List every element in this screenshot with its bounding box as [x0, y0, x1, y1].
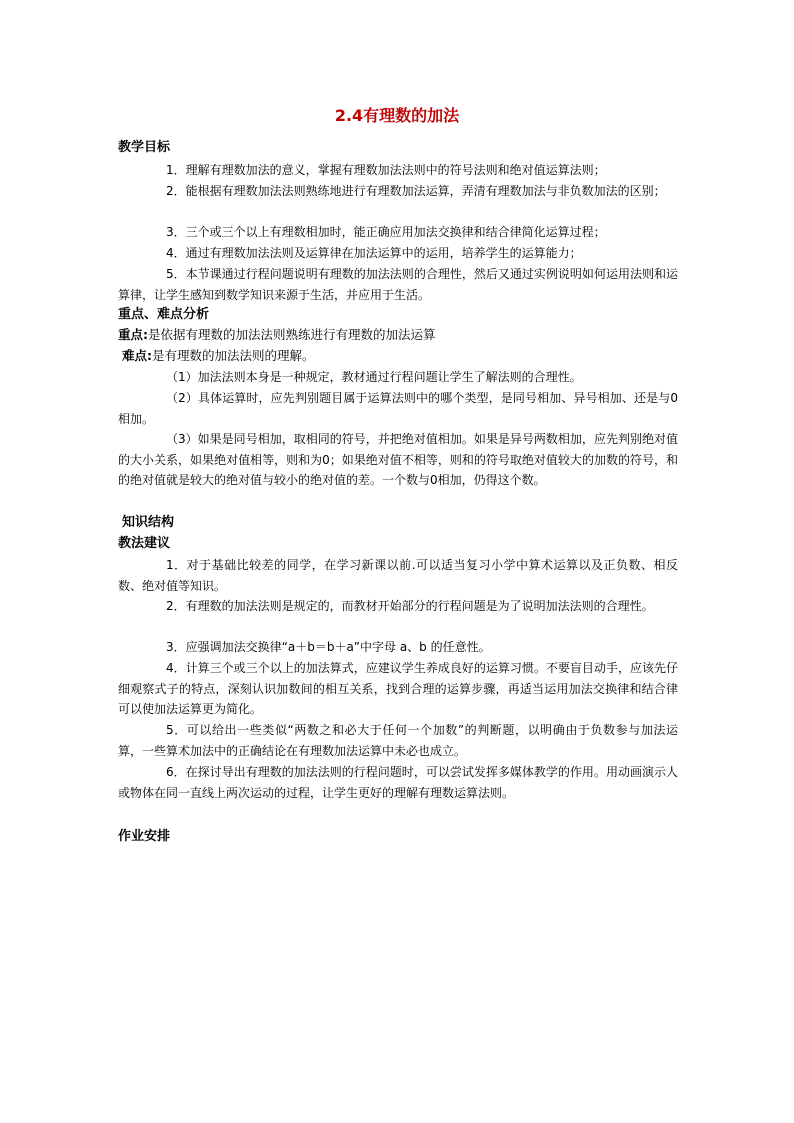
key-point-label: 重点:: [118, 327, 148, 342]
suggest-item-1: 1．对于基础比较差的同学，在学习新课以前.可以适当复习小学中算术运算以及正负数、相反数、绝对值等知识。: [118, 558, 678, 593]
section-heading-goals: 教学目标: [118, 140, 171, 155]
goal-item-3: 3．三个或三个以上有理数相加时，能正确应用加法交换律和结合律简化运算过程；: [166, 225, 606, 239]
key-item-2: （2）具体运算时，应先判别题目属于运算法则中的哪个类型，是同号相加、异号相加、还是与0相加。: [118, 391, 678, 426]
goal-item-2: 2．能根据有理数加法法则熟练地进行有理数加法运算，弄清有理数加法与非负数加法的区别；: [166, 184, 666, 198]
suggest-item-4: 4．计算三个或三个以上的加法算式，应建议学生养成良好的运算习惯。不要盲目动手，应该先仔细观察式子的特点，深刻认识加数间的相互关系，找到合理的运算步骤，再适当运用加法交换律和结合律可以使加法运算更为简化。: [118, 661, 678, 716]
suggest-item-3: 3．应强调加法交换律“a＋b＝b＋a”中字母 a、b 的任意性。: [166, 640, 491, 654]
suggest-item-5: 5．可以给出一些类似“两数之和必大于任何一个加数”的判断题，以明确由于负数参与加法运算，一些算术加法中的正确结论在有理数加法运算中未必也成立。: [118, 723, 678, 758]
section-heading-homework: 作业安排: [118, 829, 171, 844]
section-heading-suggest: 教法建议: [118, 536, 171, 551]
section-heading-structure: 知识结构: [122, 515, 175, 530]
goal-item-1: 1．理解有理数加法的意义，掌握有理数加法法则中的符号法则和绝对值运算法则；: [166, 163, 606, 177]
difficult-point-line: [122, 346, 315, 366]
page-title: 2.4有理数的加法: [334, 106, 460, 125]
difficult-point-text: 是有理数的加法法则的理解。: [152, 348, 315, 363]
goal-item-5: 5．本节课通过行程问题说明有理数的加法法则的合理性，然后又通过实例说明如何运用法则和运算律，让学生感知到数学知识来源于生活，并应用于生活。: [118, 267, 678, 302]
difficult-point-label: 难点:: [122, 348, 152, 363]
goal-item-4: 4．通过有理数加法法则及运算律在加法运算中的运用，培养学生的运算能力；: [166, 246, 582, 260]
key-point-text: 是依据有理数的加法法则熟练进行有理数的加法运算: [148, 327, 436, 342]
suggest-item-2: 2．有理数的加法法则是规定的，而教材开始部分的行程问题是为了说明加法法则的合理性。: [166, 599, 654, 613]
key-point-line: [118, 325, 436, 345]
section-heading-key: 重点、难点分析: [118, 307, 210, 322]
key-item-3: （3）如果是同号相加，取相同的符号，并把绝对值相加。如果是异号两数相加，应先判别绝对值的大小关系，如果绝对值相等，则和为0；如果绝对值不相等，则和的符号取绝对值较大的加数的符号，和的绝对值就是较大的绝对值与较小的绝对值的差。一个数与0相加，仍得这个数。: [118, 432, 678, 487]
key-item-1: （1）加法法则本身是一种规定，教材通过行程问题让学生了解法则的合理性。: [166, 370, 582, 384]
suggest-item-6: 6．在探讨导出有理数的加法法则的行程问题时，可以尝试发挥多媒体教学的作用。用动画演示人或物体在同一直线上两次运动的过程，让学生更好的理解有理数运算法则。: [118, 765, 678, 800]
